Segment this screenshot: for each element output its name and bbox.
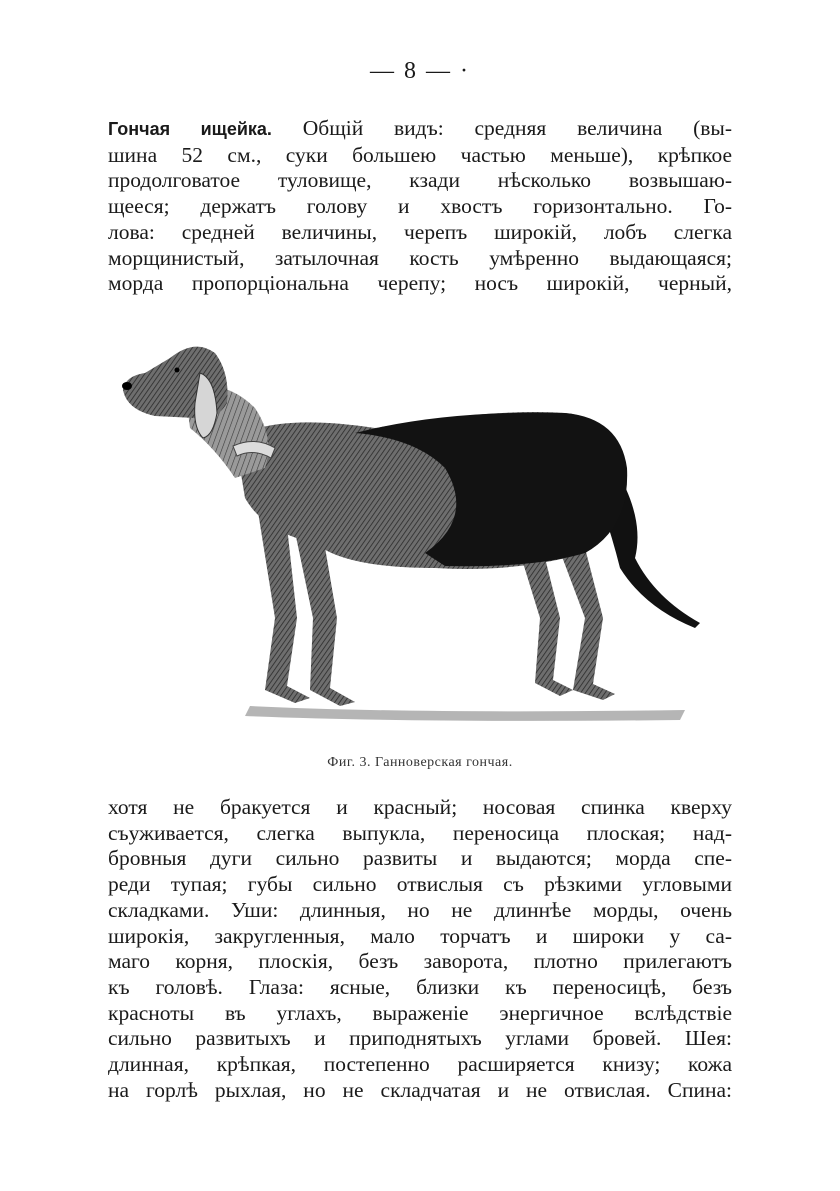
text-line-1-rest: Общій видъ: средняя величина (вы- <box>271 116 732 140</box>
text-line: лова: средней величины, черепъ широкій, лобъ слегка <box>108 219 732 244</box>
bottom-paragraph <box>108 795 732 1103</box>
text-line: съуживается, слегка выпукла, переносица плоская; над- <box>108 820 732 845</box>
text-line: складками. Уши: длинныя, но не длиннѣе морды, очень <box>108 897 732 922</box>
top-paragraph <box>108 116 732 297</box>
text-line: бровныя дуги сильно развиты и выдаются; морда спе- <box>108 846 732 871</box>
page-number: — 8 — · <box>370 58 470 84</box>
section-title: Гончая ищейка. <box>108 119 272 139</box>
text-line: сильно развитыхъ и приподнятыхъ углами бровей. Шея: <box>108 1026 732 1051</box>
text-line: хотя не бракуется и красный; носовая спинка кверху <box>108 795 732 819</box>
text-line: щееся; держатъ голову и хвостъ горизонтально. Го- <box>108 194 732 219</box>
text-line: длинная, крѣпкая, постепенно расширяется книзу; кожа <box>108 1052 732 1077</box>
text-line: морщинистый, затылочная кость умѣренно выдающаяся; <box>108 245 732 270</box>
text-line: продолговатое туловище, кзади нѣсколько возвышаю- <box>108 168 732 193</box>
figure-caption: Фиг. 3. Ганноверская гончая. <box>327 755 513 770</box>
text-line: широкія, закругленныя, мало торчатъ и широки у са- <box>108 923 732 948</box>
dog-engraving <box>115 318 710 730</box>
text-line: на горлѣ рыхлая, но не складчатая и не отвислая. Спина: <box>108 1077 732 1102</box>
text-line: шина 52 см., суки большею частью меньше), крѣпкое <box>108 142 732 167</box>
text-line: красноты въ углахъ, выраженіе энергичное вслѣдствіе <box>108 1000 732 1025</box>
text-line: реди тупая; губы сильно отвислыя съ рѣзкими угловыми <box>108 872 732 897</box>
text-line: маго корня, плоскія, безъ заворота, плотно прилегаютъ <box>108 949 732 974</box>
text-line: къ головѣ. Глаза: ясные, близки къ переносицѣ, безъ <box>108 974 732 999</box>
hound-illustration <box>115 318 710 730</box>
text-line: морда пропорціональна черепу; носъ широкій, черный, <box>108 271 732 296</box>
text-line-1 <box>108 116 732 143</box>
